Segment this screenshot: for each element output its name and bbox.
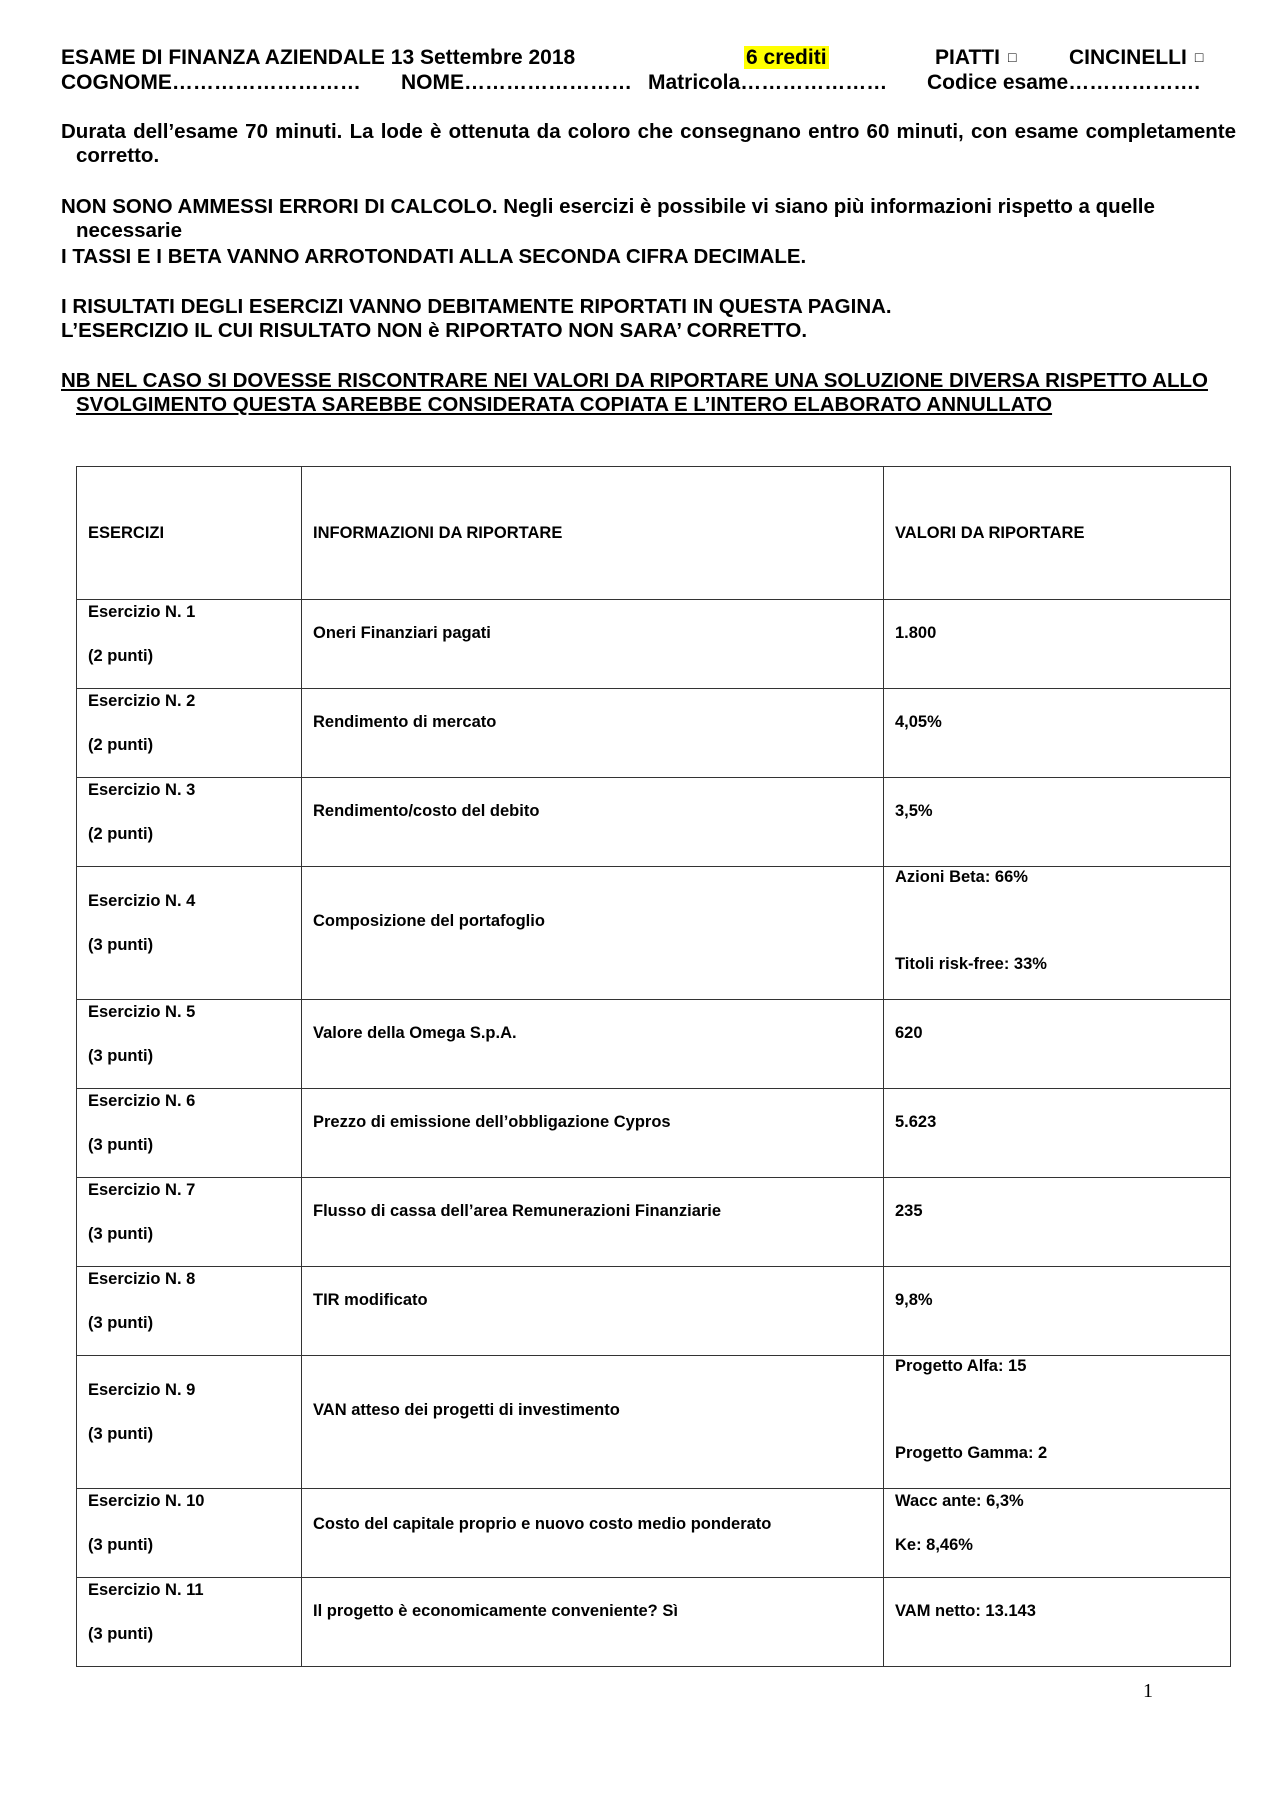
- exercise-title: Esercizio N. 4: [88, 892, 196, 910]
- table-row: [77, 1267, 1231, 1356]
- exercise-points: (3 punti): [88, 1536, 154, 1554]
- exercise-points: (3 punti): [88, 1136, 154, 1154]
- not-reported-note: L’ESERCIZIO IL CUI RISULTATO NON è RIPORTATO NON SARA’ CORRETTO.: [61, 319, 808, 342]
- exercise-points: (2 punti): [88, 825, 154, 843]
- exercise-value[interactable]: 620: [895, 1024, 923, 1042]
- no-errors-note: NON SONO AMMESSI ERRORI DI CALCOLO. Negli esercizi è possibile vi siano più informazioni rispetto a quelle necessarie: [61, 195, 1155, 242]
- exercise-title: Esercizio N. 2: [88, 692, 196, 710]
- exercise-title: Esercizio N. 8: [88, 1270, 196, 1288]
- exercise-value-a[interactable]: Wacc ante: 6,3%: [895, 1492, 1024, 1510]
- exercise-points: (3 punti): [88, 1047, 154, 1065]
- table-row: [77, 689, 1231, 778]
- credits-highlight: 6 crediti: [746, 46, 827, 69]
- exercise-value[interactable]: VAM netto: 13.143: [895, 1602, 1036, 1620]
- table-row: [77, 867, 1231, 1000]
- exercise-info: Oneri Finanziari pagati: [313, 624, 491, 642]
- exercise-value-a[interactable]: Azioni Beta: 66%: [895, 868, 1028, 886]
- exercise-title: Esercizio N. 5: [88, 1003, 196, 1021]
- exercise-value-a[interactable]: Progetto Alfa: 15: [895, 1357, 1027, 1375]
- exercise-points: (3 punti): [88, 936, 154, 954]
- prof-cincinelli-label: CINCINELLI: [1069, 46, 1187, 69]
- checkbox-icon[interactable]: □: [1007, 49, 1017, 65]
- exercise-title: Esercizio N. 10: [88, 1492, 205, 1510]
- exercise-info: Rendimento/costo del debito: [313, 802, 540, 820]
- report-results-note: I RISULTATI DEGLI ESERCIZI VANNO DEBITAMENTE RIPORTATI IN QUESTA PAGINA.: [61, 295, 892, 318]
- exercise-value[interactable]: 235: [895, 1202, 923, 1220]
- table-row: [77, 1578, 1231, 1667]
- exercise-points: (2 punti): [88, 647, 154, 665]
- exercise-points: (3 punti): [88, 1225, 154, 1243]
- prof-piatti-option[interactable]: [935, 45, 1016, 72]
- exercise-info: VAN atteso dei progetti di investimento: [313, 1401, 620, 1419]
- exercise-value[interactable]: 5.623: [895, 1113, 937, 1131]
- table-row: [77, 1489, 1231, 1578]
- table-row: [77, 1178, 1231, 1267]
- table-row: [77, 1000, 1231, 1089]
- exercise-value-b[interactable]: Progetto Gamma: 2: [895, 1444, 1048, 1462]
- exercise-info: Rendimento di mercato: [313, 713, 497, 731]
- exercise-title: Esercizio N. 11: [88, 1581, 204, 1599]
- exercise-points: (2 punti): [88, 736, 154, 754]
- exercise-info: Valore della Omega S.p.A.: [313, 1024, 517, 1042]
- exercise-title: Esercizio N. 6: [88, 1092, 196, 1110]
- nome-field[interactable]: NOME……………………: [401, 71, 632, 94]
- exercise-info: Costo del capitale proprio e nuovo costo medio ponderato: [313, 1515, 772, 1533]
- table-row: [77, 1089, 1231, 1178]
- exercise-value[interactable]: 3,5%: [895, 802, 933, 820]
- cognome-field[interactable]: COGNOME………………………: [61, 71, 361, 94]
- exercise-points: (3 punti): [88, 1625, 154, 1643]
- exercise-title: Esercizio N. 3: [88, 781, 196, 799]
- exercise-value-b[interactable]: Titoli risk-free: 33%: [895, 955, 1047, 973]
- exercise-value[interactable]: 9,8%: [895, 1291, 933, 1309]
- exercise-value-b[interactable]: Ke: 8,46%: [895, 1536, 973, 1554]
- exercise-title: Esercizio N. 1: [88, 603, 196, 621]
- table-header-row: [77, 467, 1231, 600]
- page-number: 1: [1143, 1680, 1153, 1702]
- credits-badge: [744, 45, 829, 71]
- results-table: [76, 466, 1231, 1667]
- exercise-title: Esercizio N. 9: [88, 1381, 196, 1399]
- duration-note: Durata dell’esame 70 minuti. La lode è ottenuta da coloro che consegnano entro 60 minuti, con esame completamente corretto.: [61, 120, 1236, 167]
- nb-warning: NB NEL CASO SI DOVESSE RISCONTRARE NEI VALORI DA RIPORTARE UNA SOLUZIONE DIVERSA RISPETTO ALLO SVOLGIMENTO QUESTA SAREBBE CONSIDERATA COPIATA E L’INTERO ELABORATO ANNULLATO: [61, 369, 1208, 416]
- rounding-note: I TASSI E I BETA VANNO ARROTONDATI ALLA SECONDA CIFRA DECIMALE.: [61, 245, 807, 268]
- exercise-info: Prezzo di emissione dell’obbligazione Cypros: [313, 1113, 671, 1131]
- exercise-title: Esercizio N. 7: [88, 1181, 196, 1199]
- checkbox-icon[interactable]: □: [1194, 49, 1204, 65]
- table-row: [77, 1356, 1231, 1489]
- exercise-info: Composizione del portafoglio: [313, 912, 545, 930]
- exercise-info: TIR modificato: [313, 1291, 428, 1309]
- header-informazioni: INFORMAZIONI DA RIPORTARE: [302, 467, 884, 600]
- matricola-field[interactable]: Matricola…………………: [648, 71, 888, 94]
- table-row: [77, 600, 1231, 689]
- prof-cincinelli-option[interactable]: [1069, 45, 1203, 72]
- exercise-points: (3 punti): [88, 1425, 154, 1443]
- header-valori: VALORI DA RIPORTARE: [884, 467, 1231, 600]
- codice-esame-field[interactable]: Codice esame……………….: [927, 71, 1201, 94]
- table-row: [77, 778, 1231, 867]
- header-esercizi: ESERCIZI: [77, 467, 302, 600]
- exercise-info: Flusso di cassa dell’area Remunerazioni Finanziarie: [313, 1202, 722, 1220]
- exam-title: ESAME DI FINANZA AZIENDALE 13 Settembre 2018: [61, 46, 576, 69]
- exercise-info: Il progetto è economicamente conveniente? Sì: [313, 1602, 678, 1620]
- exercise-points: (3 punti): [88, 1314, 154, 1332]
- exercise-value[interactable]: 1.800: [895, 624, 937, 642]
- exercise-value[interactable]: 4,05%: [895, 713, 942, 731]
- prof-piatti-label: PIATTI: [935, 46, 1000, 69]
